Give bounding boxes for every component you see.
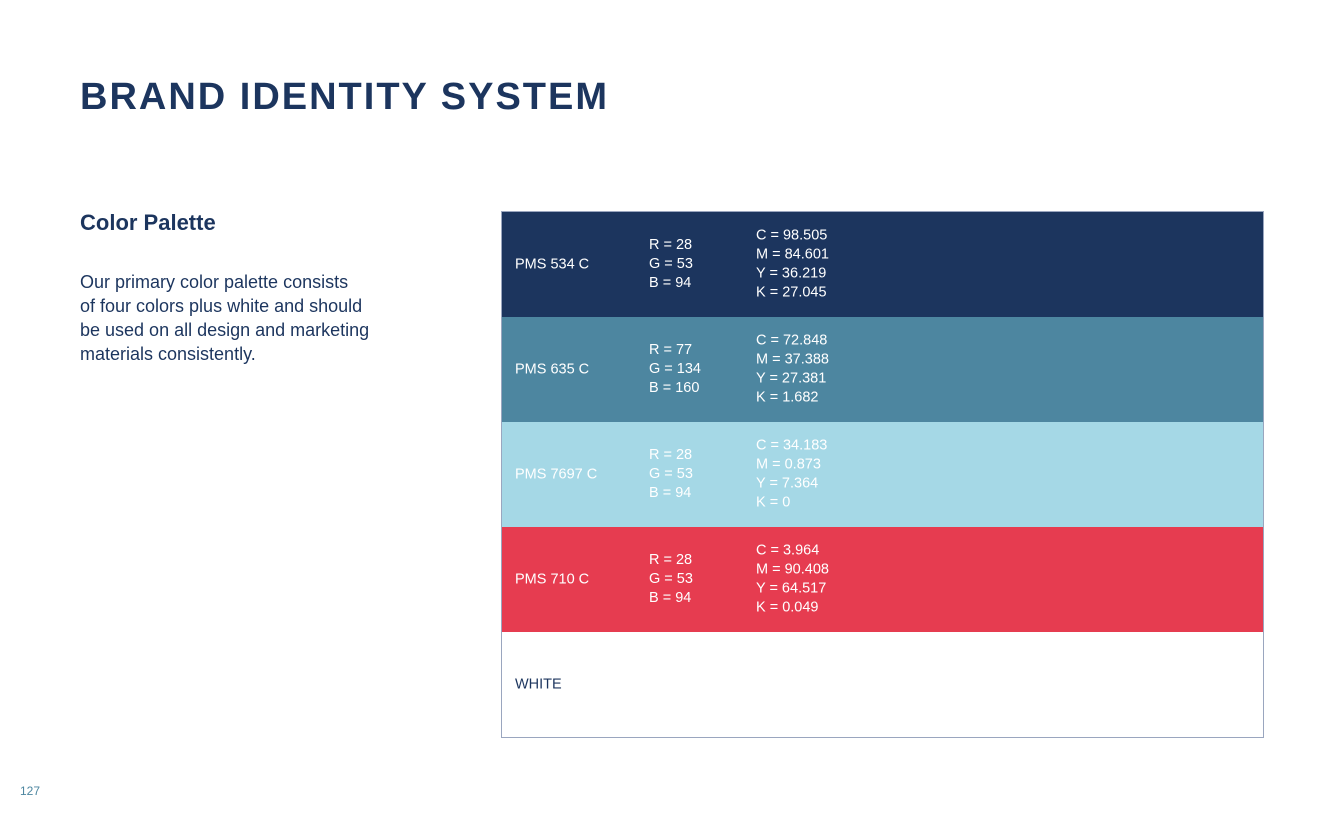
intro-paragraph bbox=[80, 270, 420, 366]
cmyk-m: M = 84.601 bbox=[756, 246, 829, 263]
cmyk-k: K = 0.049 bbox=[756, 599, 819, 616]
swatch-pms-635c bbox=[502, 317, 1263, 422]
swatch-rgb bbox=[649, 551, 693, 609]
cmyk-y: Y = 7.364 bbox=[756, 475, 819, 492]
cmyk-m: M = 90.408 bbox=[756, 561, 829, 578]
rgb-b: B = 94 bbox=[649, 275, 692, 292]
swatch-cmyk bbox=[756, 331, 829, 408]
swatch-pms-534c bbox=[502, 212, 1263, 317]
cmyk-m: M = 0.873 bbox=[756, 456, 821, 473]
cmyk-y: Y = 36.219 bbox=[756, 265, 827, 282]
intro-line: be used on all design and marketing bbox=[80, 320, 370, 340]
cmyk-y: Y = 64.517 bbox=[756, 580, 827, 597]
swatch-pms-7697c bbox=[502, 422, 1263, 527]
swatch-name: WHITE bbox=[515, 675, 562, 692]
color-palette-table bbox=[501, 211, 1264, 738]
cmyk-k: K = 27.045 bbox=[756, 284, 827, 301]
cmyk-k: K = 1.682 bbox=[756, 389, 819, 406]
swatch-cmyk bbox=[756, 436, 827, 513]
intro-line: of four colors plus white and should bbox=[80, 296, 363, 316]
rgb-g: G = 53 bbox=[649, 570, 693, 587]
page-title: BRAND IDENTITY SYSTEM bbox=[80, 76, 610, 118]
swatch-cmyk bbox=[756, 226, 829, 303]
swatch-name: PMS 635 C bbox=[515, 360, 590, 377]
cmyk-k: K = 0 bbox=[756, 494, 791, 511]
rgb-b: B = 94 bbox=[649, 590, 692, 607]
intro-line: Our primary color palette consists bbox=[80, 272, 349, 292]
rgb-g: G = 134 bbox=[649, 360, 701, 377]
cmyk-c: C = 3.964 bbox=[756, 541, 820, 558]
cmyk-y: Y = 27.381 bbox=[756, 370, 827, 387]
rgb-r: R = 28 bbox=[649, 236, 693, 253]
rgb-b: B = 160 bbox=[649, 380, 700, 397]
cmyk-m: M = 37.388 bbox=[756, 351, 829, 368]
swatch-cmyk bbox=[756, 541, 829, 618]
cmyk-c: C = 72.848 bbox=[756, 331, 828, 348]
swatch-rgb bbox=[649, 236, 693, 294]
swatch-rgb bbox=[649, 341, 701, 399]
intro-line: materials consistently. bbox=[80, 344, 256, 364]
rgb-r: R = 28 bbox=[649, 551, 693, 568]
rgb-g: G = 53 bbox=[649, 255, 693, 272]
swatch-name: PMS 7697 C bbox=[515, 465, 598, 482]
section-title: Color Palette bbox=[80, 210, 216, 235]
swatch-white bbox=[502, 632, 1263, 737]
rgb-r: R = 28 bbox=[649, 446, 693, 463]
cmyk-c: C = 98.505 bbox=[756, 226, 828, 243]
swatch-name: PMS 710 C bbox=[515, 570, 590, 587]
rgb-b: B = 94 bbox=[649, 485, 692, 502]
page-number: 127 bbox=[20, 784, 41, 798]
rgb-r: R = 77 bbox=[649, 341, 693, 358]
rgb-g: G = 53 bbox=[649, 465, 693, 482]
swatch-rgb bbox=[649, 446, 693, 504]
swatch-pms-710c bbox=[502, 527, 1263, 632]
swatch-name: PMS 534 C bbox=[515, 255, 590, 272]
cmyk-c: C = 34.183 bbox=[756, 436, 828, 453]
